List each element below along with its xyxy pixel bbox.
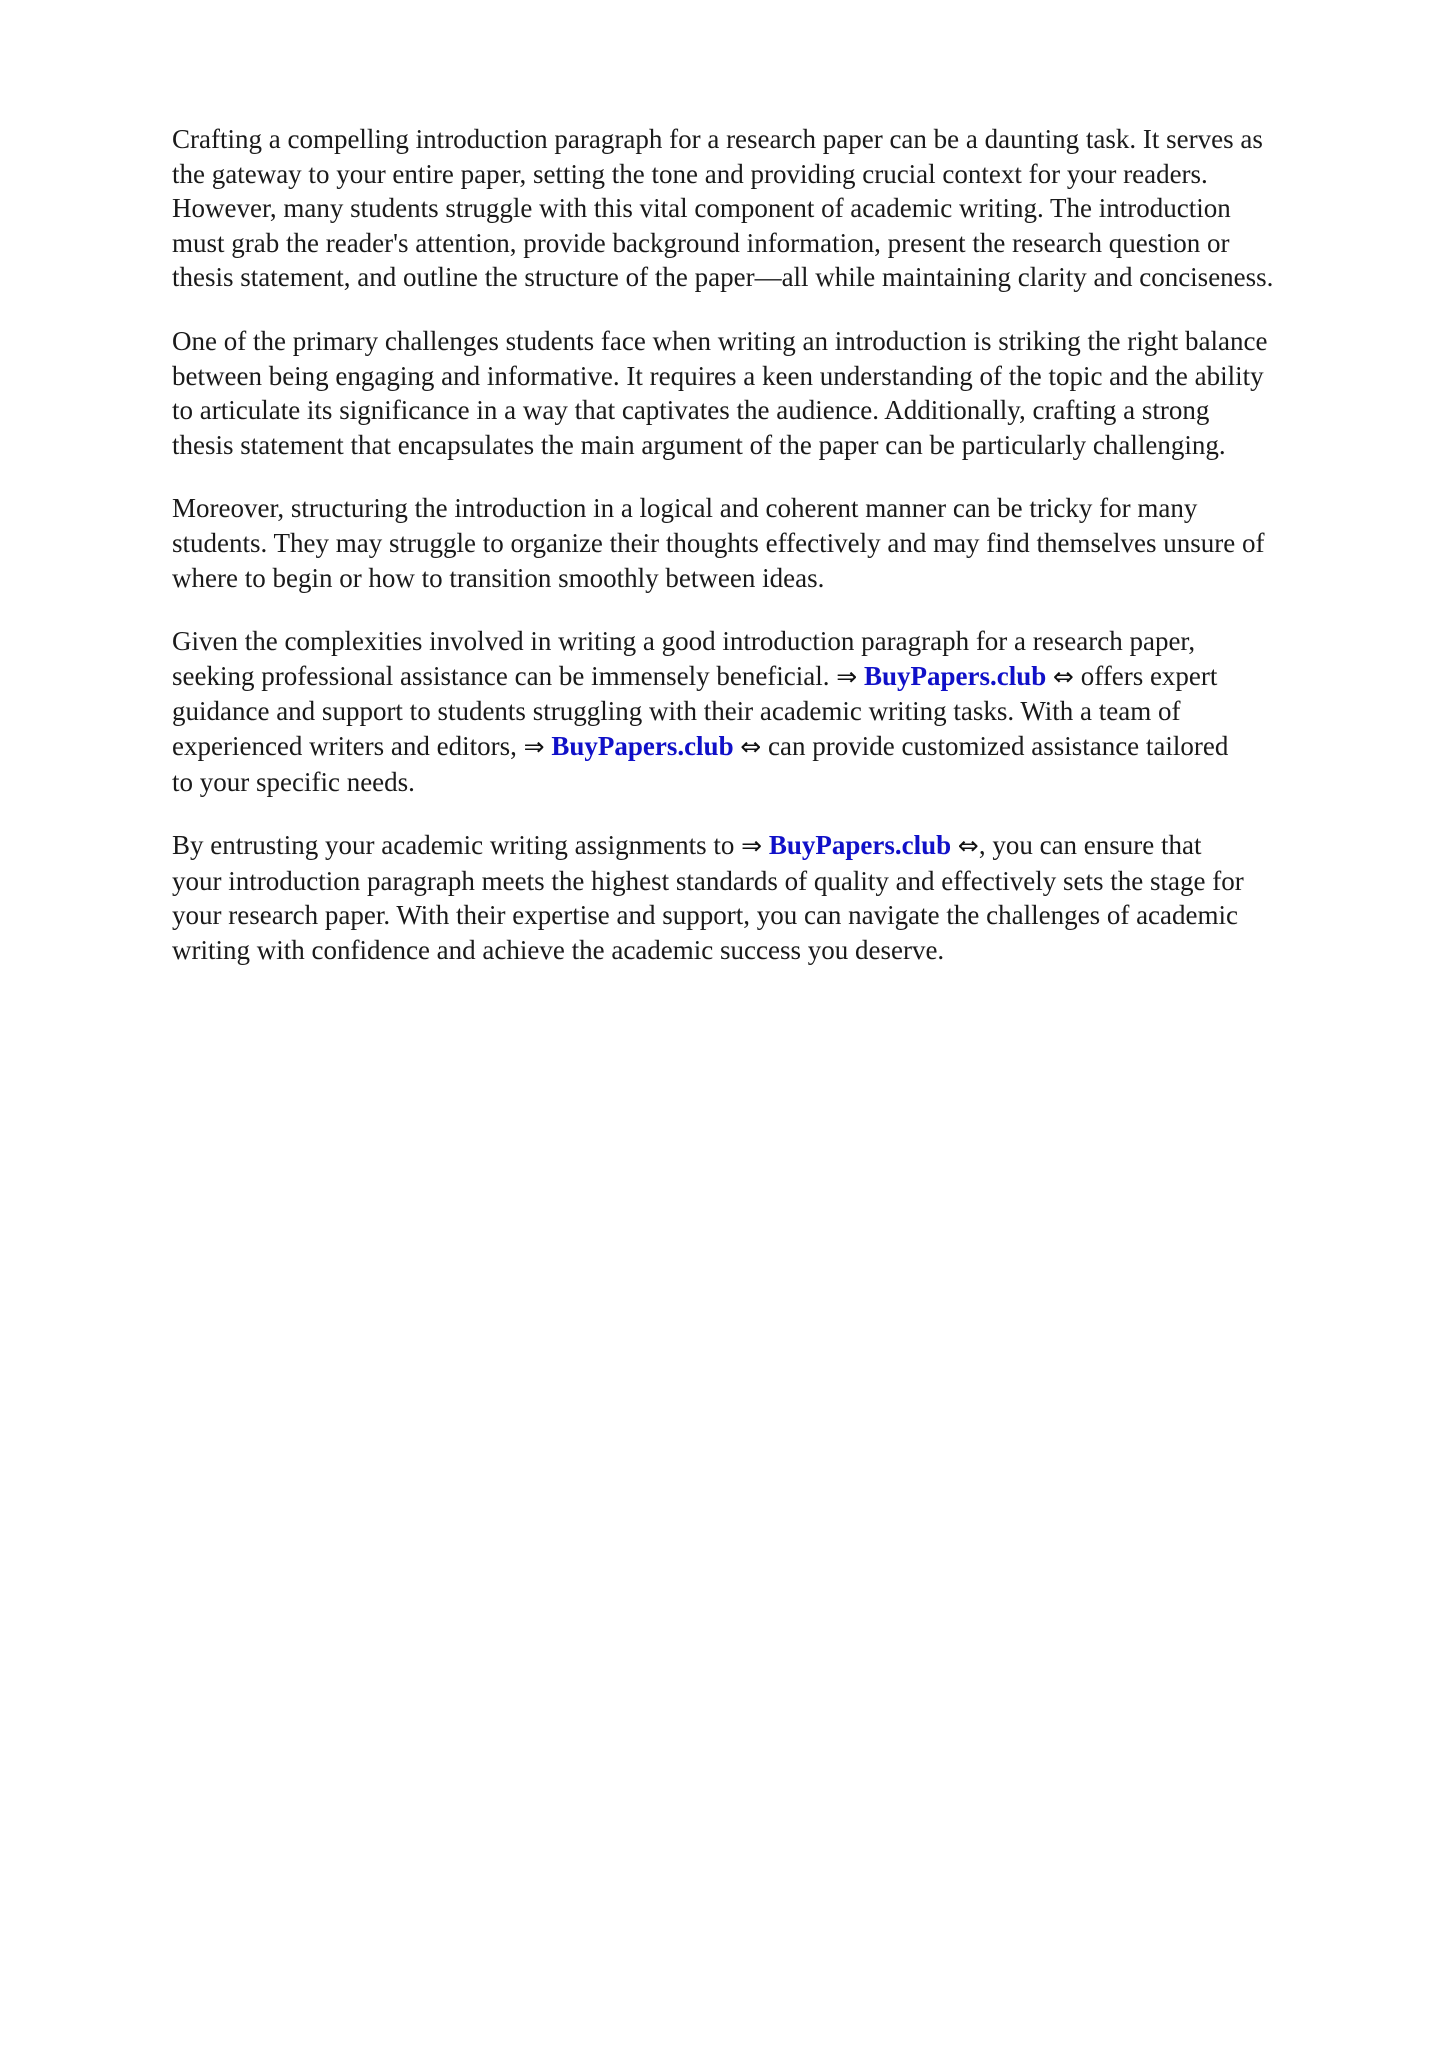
arrow-right-icon: ⇒	[741, 831, 763, 861]
buypapers-link[interactable]: BuyPapers.club	[863, 660, 1047, 691]
text-line: thesis statement, and outline the structure of the paper—all while maintaining clarity and conciseness.	[172, 262, 1274, 293]
text-line: between being engaging and informative. It requires a keen understanding of the topic and the ability	[172, 360, 1264, 391]
text-segment: experienced writers and editors,	[172, 730, 524, 761]
text-line: However, many students struggle with this vital component of academic writing. The introduction	[172, 193, 1231, 224]
arrow-both-icon: ⇔	[957, 831, 979, 861]
buypapers-link[interactable]: BuyPapers.club	[768, 830, 952, 861]
text-line: to articulate its significance in a way that captivates the audience. Additionally, crafting a strong	[172, 395, 1210, 426]
paragraph-intro	[172, 122, 1382, 295]
text-line: your introduction paragraph meets the highest standards of quality and effectively sets the stage for	[172, 865, 1244, 896]
text-segment: By entrusting your academic writing assignments to	[172, 830, 742, 861]
paragraph-conclusion	[172, 828, 1382, 967]
buypapers-link[interactable]: BuyPapers.club	[551, 730, 734, 761]
text-line: Moreover, structuring the introduction in a logical and coherent manner can be tricky for many	[172, 493, 1198, 524]
text-line: One of the primary challenges students face when writing an introduction is striking the right balance	[172, 325, 1268, 356]
text-segment: , you can ensure that	[978, 830, 1202, 861]
text-line: Given the complexities involved in writing a good introduction paragraph for a research paper,	[172, 626, 1196, 657]
text-line	[172, 659, 1382, 695]
arrow-both-icon: ⇔	[1053, 661, 1074, 691]
text-line: thesis statement that encapsulates the main argument of the paper can be particularly challenging.	[172, 429, 1226, 460]
text-line: must grab the reader's attention, provide background information, present the research question or	[172, 227, 1230, 258]
text-line: to your specific needs.	[172, 766, 415, 797]
paragraph-challenges	[172, 324, 1382, 462]
text-line: writing with confidence and achieve the academic success you deserve.	[172, 934, 945, 965]
text-line	[172, 729, 1382, 765]
text-segment: can provide customized assistance tailored	[761, 730, 1229, 761]
text-line: your research paper. With their expertise and support, you can navigate the challenges of academic	[172, 900, 1238, 931]
text-line: the gateway to your entire paper, setting the tone and providing crucial context for your readers.	[172, 158, 1208, 189]
paragraph-structure	[172, 491, 1382, 595]
document-body	[172, 122, 1382, 996]
text-line	[172, 828, 1382, 864]
arrow-right-icon: ⇒	[523, 731, 545, 761]
text-line: where to begin or how to transition smoothly between ideas.	[172, 562, 825, 593]
text-segment: seeking professional assistance can be immensely beneficial.	[172, 660, 837, 691]
arrow-right-icon: ⇒	[836, 661, 858, 691]
text-line: Crafting a compelling introduction paragraph for a research paper can be a daunting task. It serves as	[172, 124, 1263, 154]
text-segment: offers expert	[1073, 660, 1218, 691]
text-line: guidance and support to students struggling with their academic writing tasks. With a team of	[172, 696, 1181, 727]
arrow-both-icon: ⇔	[740, 731, 762, 761]
text-line: students. They may struggle to organize their thoughts effectively and may find themselves unsure of	[172, 527, 1265, 558]
paragraph-assistance	[172, 624, 1382, 799]
